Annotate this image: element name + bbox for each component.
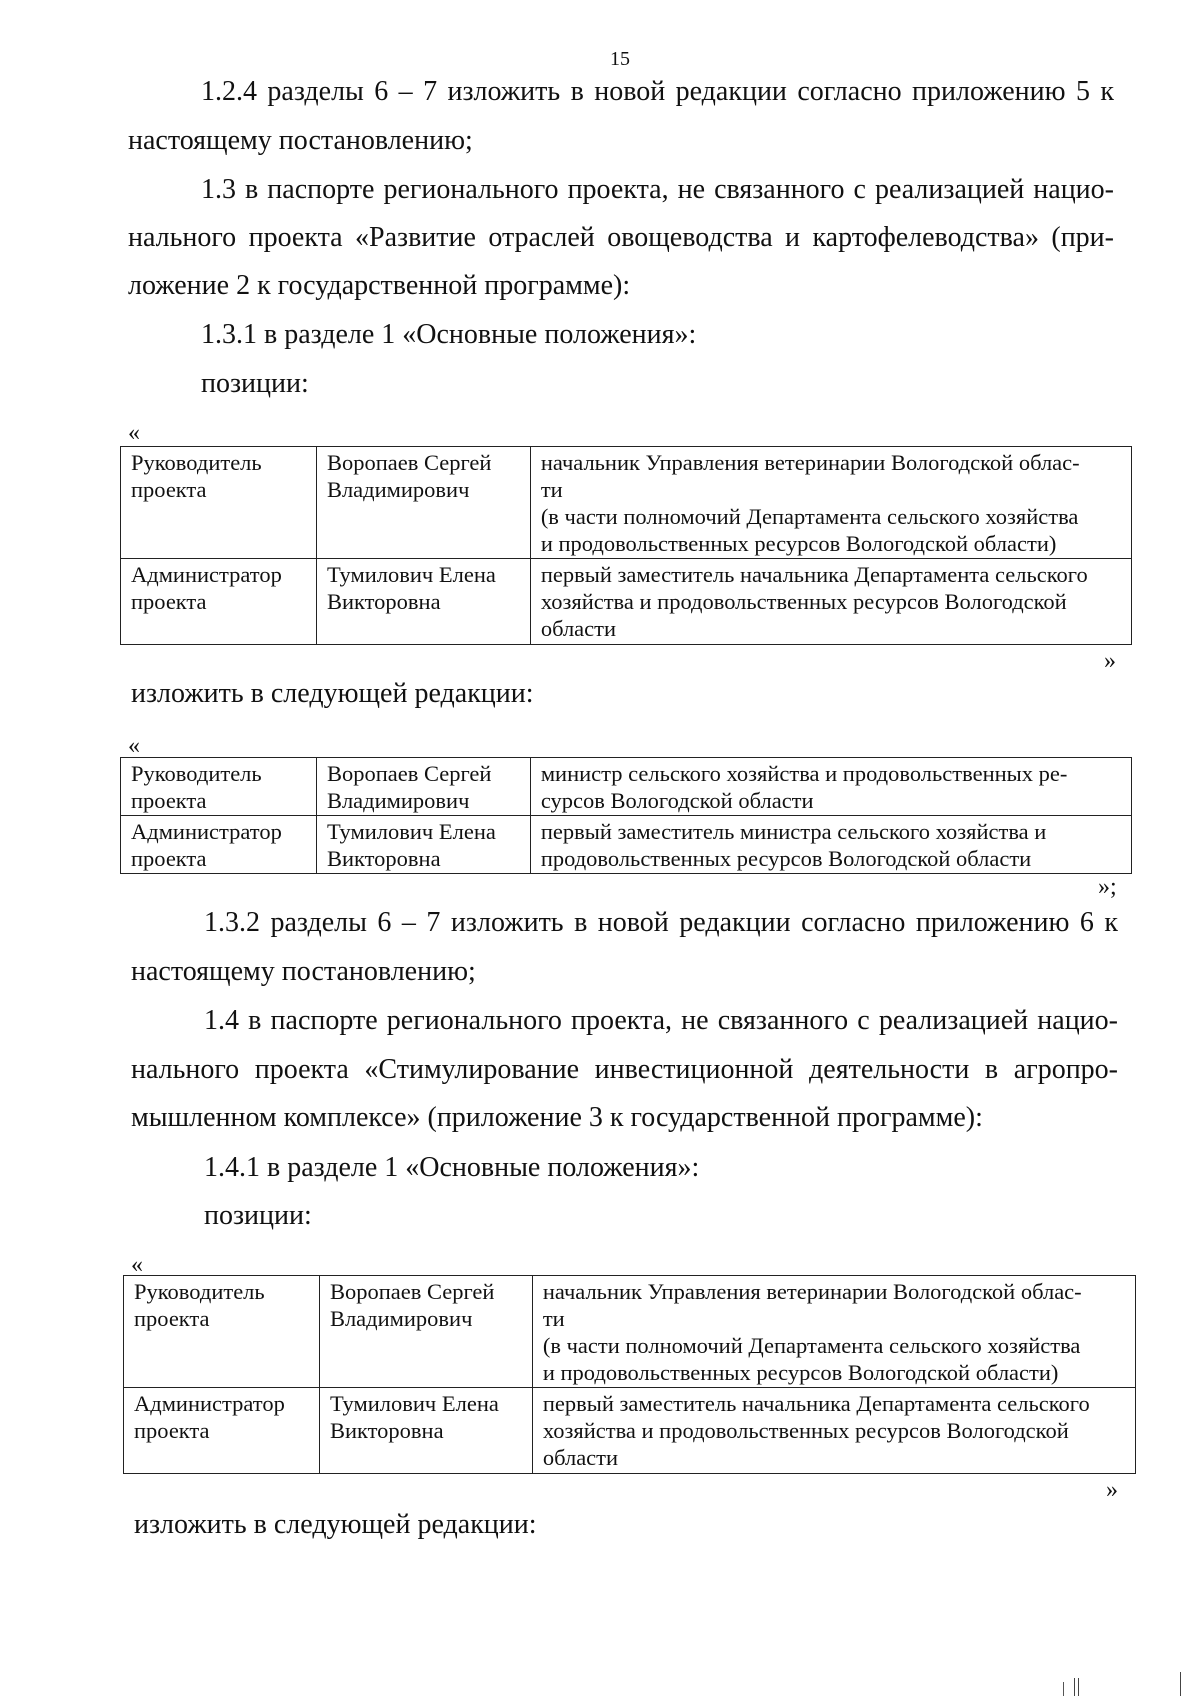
paragraph-1-3-line-2: нального проекта «Развитие отраслей овощеводства и картофелеводства» (при- xyxy=(128,222,1114,253)
page-number: 15 xyxy=(610,48,630,70)
role-cell: Администратор проекта xyxy=(124,1388,320,1474)
scan-mark xyxy=(1074,1678,1075,1696)
role-cell: Руководитель проекта xyxy=(124,1276,320,1388)
table-old-positions-2 xyxy=(123,1275,1136,1474)
table-row xyxy=(124,1276,1136,1388)
table-row xyxy=(121,447,1132,559)
table-row xyxy=(121,559,1132,645)
paragraph-1-4-1: 1.4.1 в разделе 1 «Основные положения»: xyxy=(204,1152,700,1183)
open-quote-3: « xyxy=(131,1252,143,1278)
description-cell: первый заместитель начальника Департамента сельского хозяйства и продовольственных ресурсов Вологодской области xyxy=(532,1388,1135,1474)
description-cell: начальник Управления ветеринарии Вологодской облас- ти (в части полномочий Департамента сельского хозяйства и продовольственных ресурсов Вологодской области) xyxy=(530,447,1131,559)
paragraph-1-3-2-line-2: настоящему постановлению; xyxy=(131,956,476,987)
new-edition-label-1: изложить в следующей редакции: xyxy=(131,678,534,709)
name-cell: Тумилович Елена Викторовна xyxy=(316,816,530,874)
open-quote-2: « xyxy=(128,733,140,759)
paragraph-1-3-line-1: 1.3 в паспорте регионального проекта, не связанного с реализацией нацио- xyxy=(201,174,1114,205)
paragraph-1-3-line-3: ложение 2 к государственной программе): xyxy=(128,270,631,301)
positions-label-2: позиции: xyxy=(204,1200,312,1231)
table-new-positions-1 xyxy=(120,757,1132,874)
role-cell: Администратор проекта xyxy=(121,816,317,874)
name-cell: Воропаев Сергей Владимирович xyxy=(316,758,530,816)
paragraph-1-4-line-1: 1.4 в паспорте регионального проекта, не связанного с реализацией нацио- xyxy=(204,1005,1118,1036)
description-cell: начальник Управления ветеринарии Вологодской облас- ти (в части полномочий Департамента сельского хозяйства и продовольственных ресурсов Вологодской области) xyxy=(532,1276,1135,1388)
paragraph-1-3-2-line-1: 1.3.2 разделы 6 – 7 изложить в новой редакции согласно приложению 6 к xyxy=(204,907,1118,938)
paragraph-1-3-1: 1.3.1 в разделе 1 «Основные положения»: xyxy=(201,319,697,350)
paragraph-1-2-4-line-2: настоящему постановлению; xyxy=(128,125,473,156)
description-cell: первый заместитель начальника Департамента сельского хозяйства и продовольственных ресурсов Вологодской области xyxy=(530,559,1131,645)
scan-mark xyxy=(1078,1678,1079,1696)
table-row xyxy=(124,1388,1136,1474)
role-cell: Руководитель проекта xyxy=(121,447,317,559)
name-cell: Тумилович Елена Викторовна xyxy=(316,559,530,645)
positions-label-1: позиции: xyxy=(201,368,309,399)
close-quote-2: »; xyxy=(1098,874,1117,900)
description-cell: первый заместитель министра сельского хозяйства и продовольственных ресурсов Вологодской области xyxy=(530,816,1131,874)
scan-mark xyxy=(1063,1682,1064,1696)
paragraph-1-2-4-line-1: 1.2.4 разделы 6 – 7 изложить в новой редакции согласно приложению 5 к xyxy=(201,76,1114,107)
name-cell: Воропаев Сергей Владимирович xyxy=(319,1276,532,1388)
name-cell: Воропаев Сергей Владимирович xyxy=(316,447,530,559)
paragraph-1-4-line-3: мышленном комплексе» (приложение 3 к государственной программе): xyxy=(131,1102,983,1133)
description-cell: министр сельского хозяйства и продовольственных ре- сурсов Вологодской области xyxy=(530,758,1131,816)
close-quote-3: » xyxy=(1106,1477,1118,1503)
scan-mark xyxy=(1180,1672,1181,1696)
table-row xyxy=(121,758,1132,816)
role-cell: Администратор проекта xyxy=(121,559,317,645)
open-quote-1: « xyxy=(128,420,140,446)
close-quote-1: » xyxy=(1104,648,1116,674)
role-cell: Руководитель проекта xyxy=(121,758,317,816)
table-old-positions-1 xyxy=(120,446,1132,645)
new-edition-label-2: изложить в следующей редакции: xyxy=(134,1509,537,1540)
paragraph-1-4-line-2: нального проекта «Стимулирование инвестиционной деятельности в агропро- xyxy=(131,1054,1118,1085)
name-cell: Тумилович Елена Викторовна xyxy=(319,1388,532,1474)
table-row xyxy=(121,816,1132,874)
